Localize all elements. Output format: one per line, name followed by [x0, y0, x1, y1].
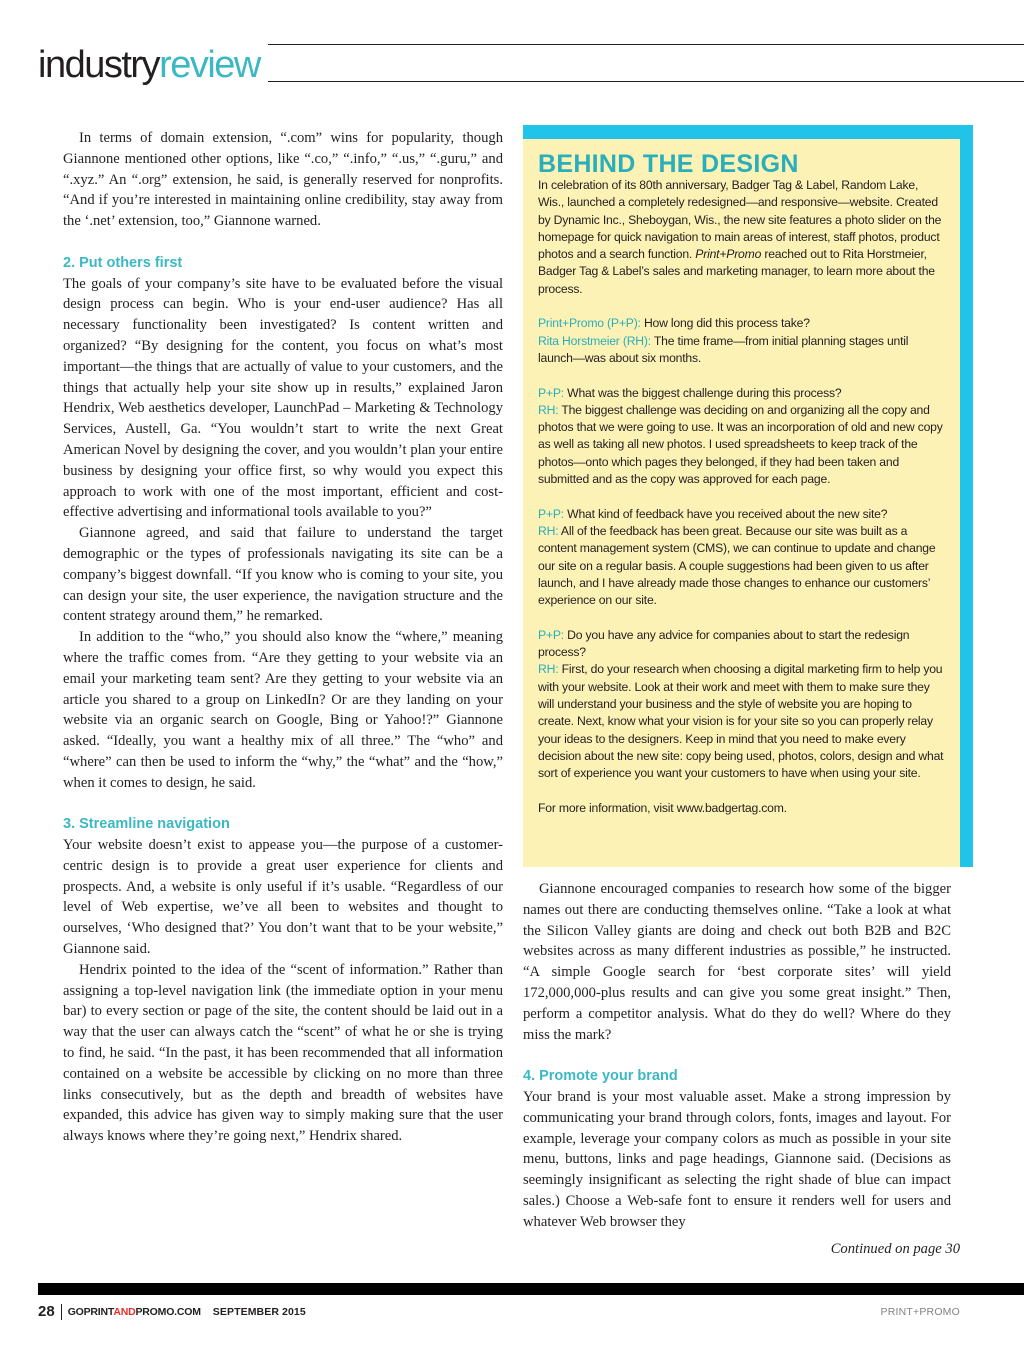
left-article-column [63, 128, 503, 1147]
footer-folio [38, 1302, 306, 1322]
speaker-label: Print+Promo (P+P): [538, 316, 641, 331]
article-paragraph: Hendrix pointed to the idea of the “scent of information.” Rather than assigning a top-level navigation link (the immediate option in your menu bar) to every section or page of the site, the content should be laid out in a way that the user can always catch the “scent” of what he or she is trying to find, he said. “In the past, it has been recommended that all information contained on a website be accessible by clicking on no more than three links consecutively, but as the depth and breadth of websites have expanded, this advice has given way to simply making sure that the user always knows where they’re going next,” Hendrix shared. [63, 961, 503, 1145]
sidebar-publication-name: Print+Promo [695, 247, 762, 262]
interview-answer [538, 333, 945, 368]
sidebar-behind-the-design [523, 139, 960, 867]
answer-text: The time frame—from initial planning stages until launch—was about six months. [538, 333, 909, 365]
footer-brand: PRINT+PROMO [880, 1306, 960, 1318]
site-url [68, 1302, 201, 1322]
question-text: How long did this process take? [643, 316, 810, 331]
answer-text: First, do your research when choosing a digital marketing firm to help you with your website. Look at their work and meet with them to make sure they will understand your business and the style of website you are hoping to create. Next, know what your vision is for your site so you can properly relay your ideas to the designers. Keep in mind that you need to make every decision about the new site: copy being used, photos, colors, design and what sort of experience you want your customers to have when using your site. [538, 662, 944, 781]
section-heading-promote-your-brand: 4. Promote your brand [523, 1068, 678, 1085]
article-paragraph: Your website doesn’t exist to appease you—the purpose of a customer-centric design is to provide a great user experience for clients and prospects. And, a website is only useful if it’s usable. “Regardless of our level of Web expertise, we’ve all been to websites and thought to ourselves, ‘Who designed that?’ You don’t want that to be your website,” Giannone said. [63, 837, 503, 958]
question-text: Do you have any advice for companies about to start the redesign process? [538, 627, 910, 660]
site-url-part: GOPRINT [67, 1306, 114, 1318]
section-heading-put-others-first: 2. Put others first [63, 254, 183, 271]
masthead-word-industry: industry [38, 44, 160, 86]
interview-question [538, 385, 945, 402]
site-url-part-and: AND [113, 1306, 136, 1318]
sidebar-title: BEHIND THE DESIGN [538, 150, 799, 178]
article-paragraph: Your brand is your most valuable asset. Make a strong impression by communicating your brand through colors, fonts, images and layout. For example, leverage your company colors as much as possible in your site menu, buttons, links and page headings, Giannone said. (Decisions as seemingly insignificant as selecting the right shade of blue can impact sales.) Choose a Web-safe font to ensure it renders well for users and whatever Web browser they [523, 1088, 951, 1230]
footer-divider [61, 1304, 62, 1320]
article-paragraph: In addition to the “who,” you should also know the “where,” meaning where the traffic comes from. “Are they getting to your website via an email your marketing team sent? Are they getting to your website via an article you shared to a group on LinkedIn? Or are they landing on your website via an organic search on Google, Bing or Yahoo!?” Giannone asked. “Ideally, you want a healthy mix of all three.” The “who” and “where” can then be used to inform the “why,” the “what” and the “how,” when it comes to design, he said. [63, 629, 503, 791]
article-paragraph: Giannone agreed, and said that failure to understand the target demographic or the types of professionals navigating its site can be a company’s biggest downfall. “If you know who is coming to your site, you can design your site, the user experience, the navigation structure and the content strategy around them,” he remarked. [63, 525, 503, 625]
sidebar-more-info: For more information, visit www.badgertag.com. [538, 800, 787, 815]
continued-on-page: Continued on page 30 [830, 1241, 960, 1257]
speaker-label: P+P: [538, 627, 564, 642]
interview-answer [538, 523, 945, 609]
speaker-label: RH: [538, 523, 559, 538]
interview-answer [538, 661, 945, 782]
masthead-word-review: review [159, 44, 260, 86]
article-paragraph: In terms of domain extension, “.com” wins for popularity, though Giannone mentioned other options, like “.co,” “.info,” “.us,” “.guru,” and “.xyz.” An “.org” extension, he said, is generally reserved for nonprofits. “And if you’re interested in maintaining online credibility, stay away from the ‘.net’ extension, too,” Giannone warned. [63, 130, 503, 230]
page-number: 28 [38, 1303, 55, 1320]
sidebar-intro [538, 177, 945, 298]
site-url-part: PROMO.COM [135, 1306, 201, 1318]
question-text: What kind of feedback have you received about the new site? [567, 506, 888, 521]
paragraph-gap [63, 232, 503, 253]
sidebar-intro-tail: reached out to Rita Horstmeier, Badger Tag & Label’s sales and marketing manager, to learn more about the process. [538, 247, 935, 296]
answer-text: The biggest challenge was deciding on and organizing all the copy and photos that we were going to use. It was an incorporation of old and new copy as well as taking all new photos. I used spreadsheets to keep track of the photos—onto which pages they belonged, if they had been taken and submitted and as the copy was approved for each page. [538, 402, 943, 487]
section-heading-streamline-navigation: 3. Streamline navigation [63, 816, 230, 833]
interview-answer [538, 402, 945, 488]
speaker-label: P+P: [538, 506, 564, 521]
interview-question [538, 627, 945, 662]
right-article-column [523, 879, 951, 1233]
speaker-label: RH: [538, 662, 559, 677]
paragraph-gap [63, 794, 503, 815]
interview-question [538, 315, 945, 332]
paragraph-gap [523, 1045, 951, 1066]
speaker-label: Rita Horstmeier (RH): [538, 333, 651, 348]
speaker-label: P+P: [538, 385, 564, 400]
footer-rule [38, 1283, 1024, 1295]
speaker-label: RH: [538, 402, 559, 417]
interview-question [538, 506, 945, 523]
sidebar-intro-text: In celebration of its 80th anniversary, Badger Tag & Label, Random Lake, Wis., launched a completely redesigned—and responsive—website. Created by Dynamic Inc., Sheboygan, Wis., the new site features a photo slider on the homepage for quick navigation to main areas of interest, staff photos, product photos and a search function. [538, 178, 942, 262]
section-masthead [38, 40, 268, 90]
question-text: What was the biggest challenge during this process? [567, 385, 842, 400]
article-paragraph: The goals of your company’s site have to be evaluated before the visual design process can begin. Who is your end-user audience? Has all necessary functionality been investigated? Is content written and organized? “By designing for the content, you focus on what’s most important—the things that are actually of value to your customers, and the things that actually help your site show up in results,” explained Jaron Hendrix, Web aesthetics developer, LaunchPad – Marketing & Technology Services, Austell, Ga. “You wouldn’t start to write the next Great American Novel by designing the cover, and you wouldn’t plan your entire business by designing your office first, so why would you expect this approach to work with one of the most important, efficient and cost-effective advertising and informational tools available to you?” [63, 275, 503, 521]
issue-date: SEPTEMBER 2015 [212, 1306, 306, 1318]
article-paragraph: Giannone encouraged companies to research how some of the bigger names out there are conducting themselves online. “Take a look at what the Silicon Valley giants are doing and check out both B2B and B2C websites across as many different industries as possible,” he instructed. “A simple Google search for ‘best corporate sites’ will yield 172,000,000-plus results and can give you some great insight.” Then, perform a competitor analysis. What do they do well? Where do they miss the mark? [523, 881, 951, 1043]
answer-text: All of the feedback has been great. Because our site was built as a content management system (CMS), we can continue to update and change our site on a regular basis. A couple suggestions had been given to us after launch, and I have already made those changes to enhance our customers’ experience on our site. [538, 523, 936, 608]
